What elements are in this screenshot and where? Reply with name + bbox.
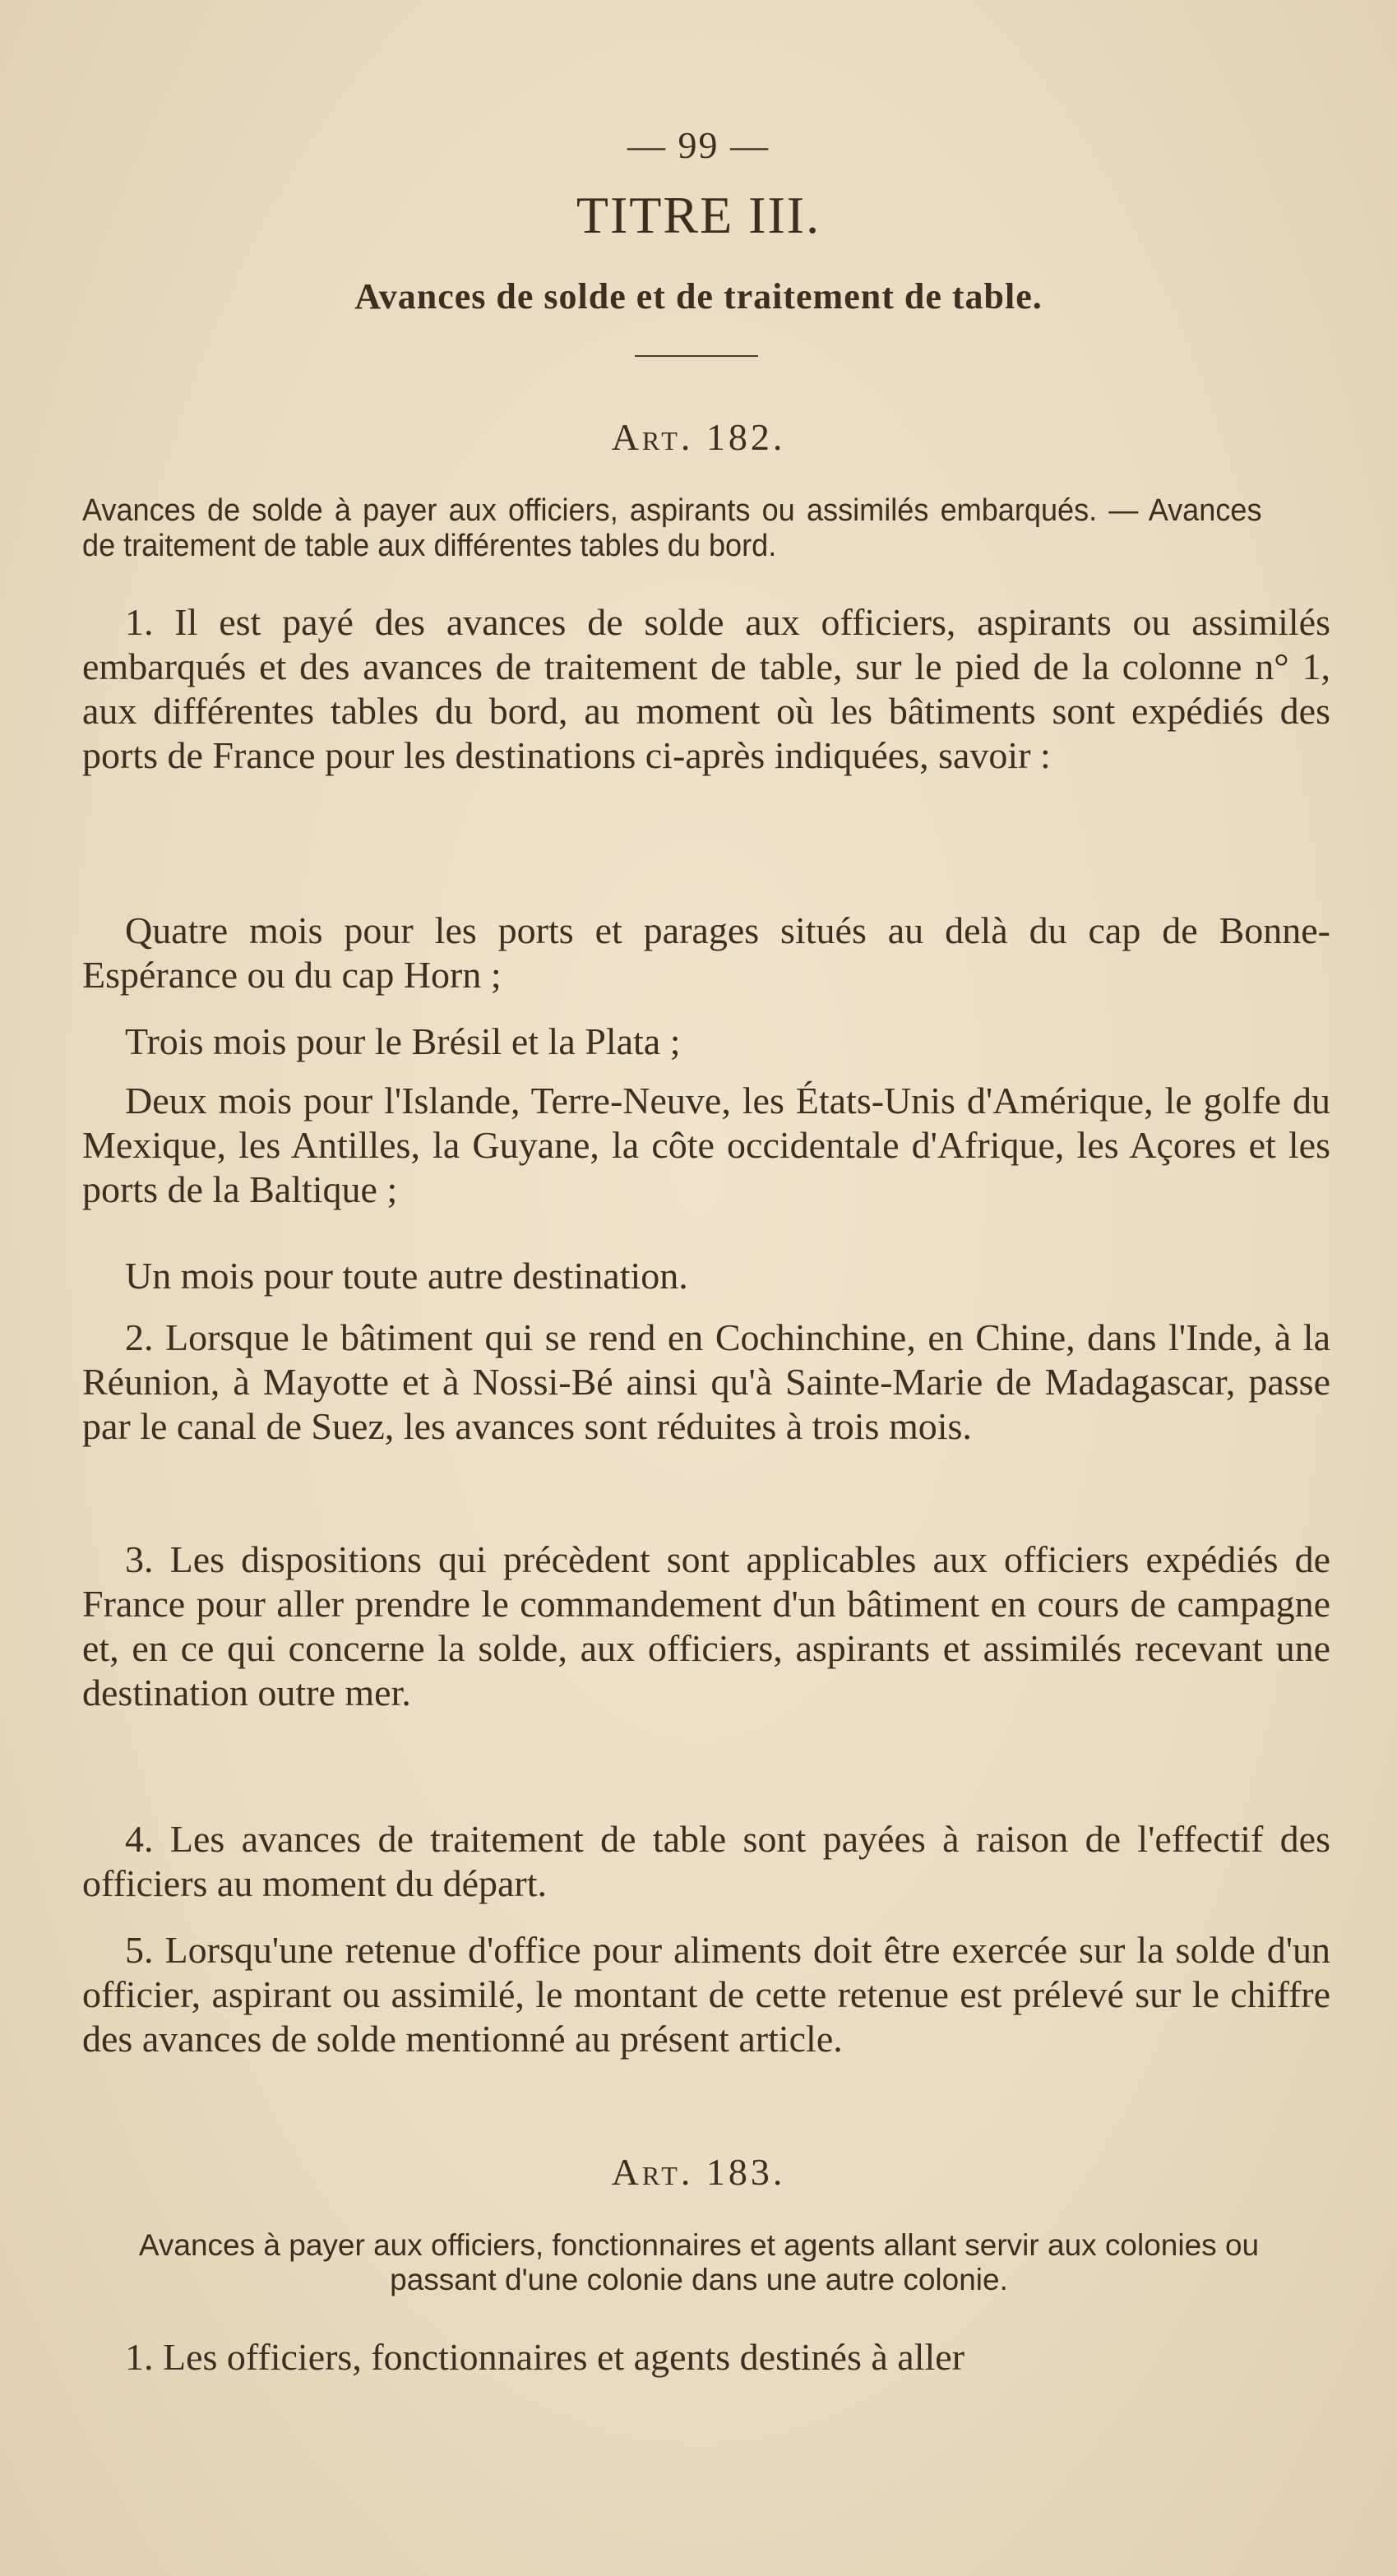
- section-subtitle: Avances de solde et de traitement de table.: [354, 276, 1043, 317]
- article-paragraph: 2. Lorsque le bâtiment qui se rend en Cochinchine, en Chine, dans l'Inde, à la Réunion, à Mayotte et à Nossi-Bé ainsi qu'à Sainte-Marie de Madagascar, passe par le canal de Suez, les avances sont réduites à trois mois.: [82, 1316, 1330, 1447]
- article-paragraph: 5. Lorsqu'une retenue d'office pour aliments doit être exercée sur la solde d'un officier, aspirant ou assimilé, le montant de cette retenue est prélevé sur le chiffre des avances de solde mentionné au présent article.: [82, 1929, 1330, 2060]
- article-paragraph: 4. Les avances de traitement de table sont payées à raison de l'effectif des officiers au moment du départ.: [82, 1818, 1330, 1904]
- article-heading: Art. 182.: [611, 416, 786, 458]
- article-summary: Avances de solde à payer aux officiers, aspirants ou assimilés embarqués. — Avances de traitement de table aux différentes tables du bord.: [82, 493, 1262, 563]
- article-paragraph: 1. Il est payé des avances de solde aux officiers, aspirants ou assimilés embarqués et des avances de traitement de table, sur le pied de la colonne n° 1, aux différentes tables du bord, au moment où les bâtiments sont expédiés des ports de France pour les destinations ci-après indiquées, savoir :: [82, 601, 1330, 776]
- article-paragraph: 1. Les officiers, fonctionnaires et agents destinés à aller: [125, 2336, 965, 2378]
- article-paragraph: 3. Les dispositions qui précèdent sont applicables aux officiers expédiés de France pour aller prendre le commandement d'un bâtiment en cours de campagne et, en ce qui concerne la solde, aux officiers, aspirants et assimilés recevant une destination outre mer.: [82, 1538, 1330, 1713]
- title-divider: [635, 355, 758, 357]
- page-number: — 99 —: [627, 124, 770, 166]
- article-paragraph: Deux mois pour l'Islande, Terre-Neuve, les États-Unis d'Amérique, le golfe du Mexique, les Antilles, la Guyane, la côte occidentale d'Afrique, les Açores et les ports de la Baltique ;: [82, 1080, 1330, 1210]
- article-paragraph: Quatre mois pour les ports et parages situés au delà du cap de Bonne-Espérance ou du cap Horn ;: [82, 909, 1330, 996]
- article-heading: Art. 183.: [611, 2151, 786, 2193]
- article-paragraph: Trois mois pour le Brésil et la Plata ;: [125, 1020, 681, 1062]
- section-title: TITRE III.: [576, 186, 821, 244]
- article-paragraph: Un mois pour toute autre destination.: [125, 1255, 688, 1297]
- article-summary: Avances à payer aux officiers, fonctionnaires et agents allant servir aux colonies ou passant d'une colonie dans une autre colonie.: [138, 2228, 1260, 2296]
